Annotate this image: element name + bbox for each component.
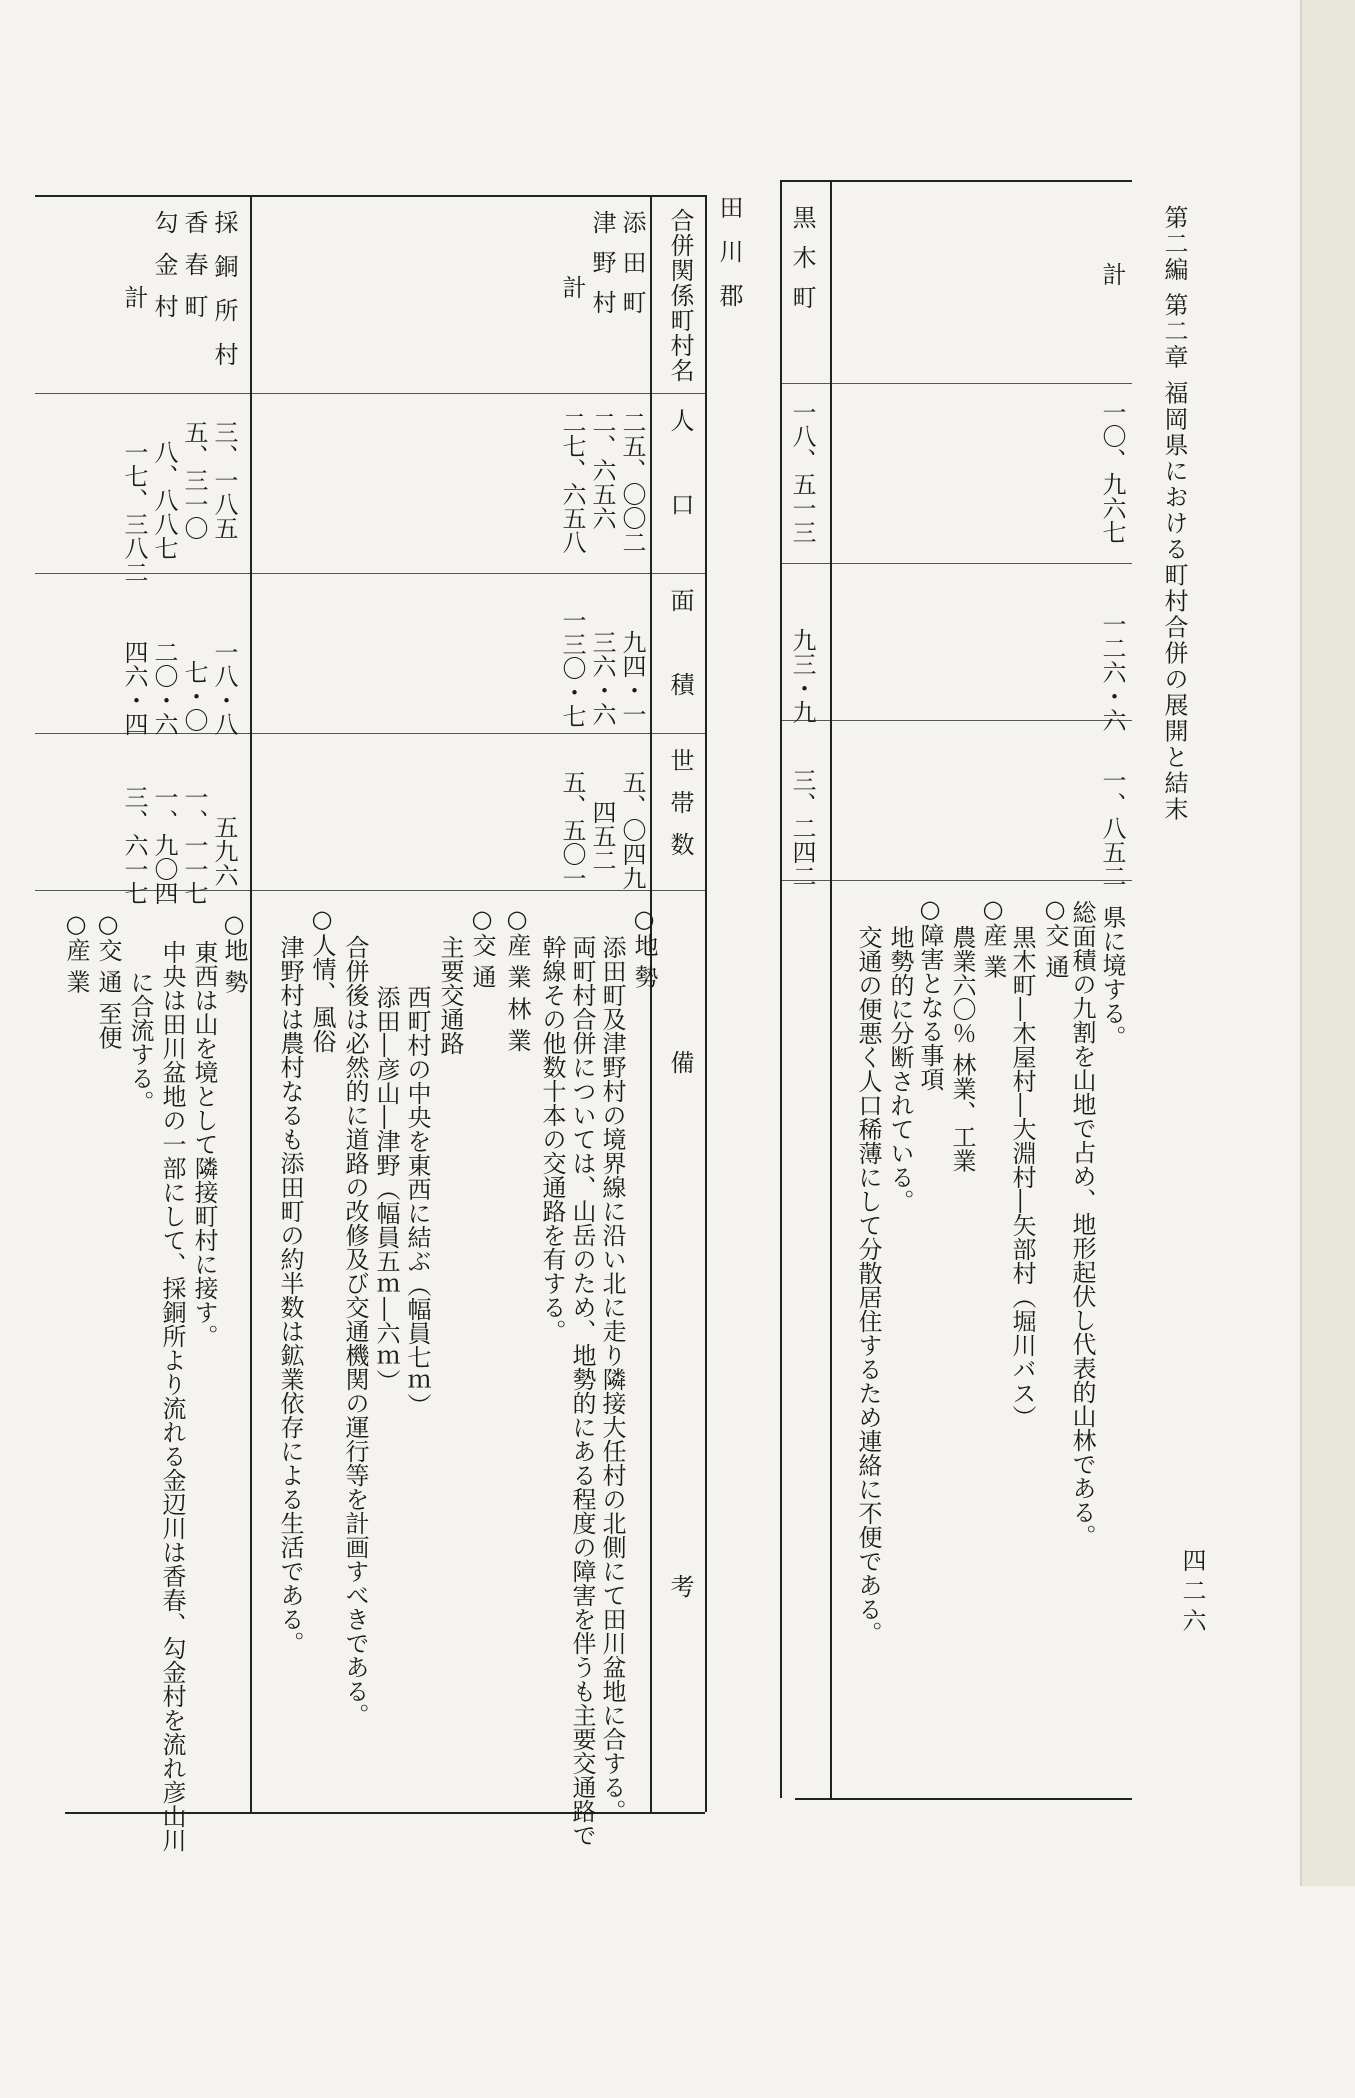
column-divider bbox=[250, 195, 252, 1812]
group1-row-population: 二五、〇〇二 bbox=[618, 410, 646, 554]
group2-total-households: 三、六一七 bbox=[120, 785, 148, 905]
group2-total-population: 一七、三八二 bbox=[120, 440, 148, 584]
group1-row-households: 四五二 bbox=[588, 800, 616, 872]
row-line bbox=[780, 563, 1132, 564]
column-divider bbox=[780, 180, 782, 1798]
group2-row-name: 勾金村 bbox=[150, 210, 178, 336]
remark-line: 黒木町―木屋村―大淵村―矢部村（堀川バス） bbox=[1008, 925, 1036, 1429]
group2-row-name: 採銅所村 bbox=[210, 210, 238, 386]
remark-line: ○地 勢 bbox=[630, 905, 658, 989]
column-divider bbox=[705, 195, 707, 1812]
running-header: 第二編 第二章 福岡県における町村合併の展開と結末 bbox=[1160, 205, 1188, 823]
remark-line: ○人情、風俗 bbox=[308, 905, 336, 1053]
kuroki-population: 一八、五一三 bbox=[788, 400, 816, 544]
remark-line: ○産 業 bbox=[62, 910, 90, 994]
header-households: 世帯数 bbox=[666, 748, 694, 874]
group2-row-area: 二〇・六 bbox=[150, 640, 178, 736]
remark-line: 西町村の中央を東西に結ぶ（幅員七ｍ） bbox=[403, 985, 431, 1417]
row-line bbox=[780, 383, 1132, 384]
remark-line: ○産 業 bbox=[979, 895, 1007, 979]
group2-row-households: 五九六 bbox=[210, 815, 238, 887]
group1-total-population: 二七、六五八 bbox=[558, 410, 586, 554]
group1-row-area: 三六・六 bbox=[588, 630, 616, 726]
remark-line: 東西は山を境として隣接町村に接す。 bbox=[190, 940, 218, 1348]
page-number: 四二六 bbox=[1178, 1548, 1206, 1638]
group1-total-households: 五、五〇一 bbox=[558, 770, 586, 890]
column-divider bbox=[830, 180, 832, 1798]
header-population: 人口 bbox=[666, 408, 694, 576]
remark-line: ○産 業 林 業 bbox=[503, 905, 531, 1052]
row-line bbox=[780, 720, 1132, 721]
group1-row-households: 五、〇四九 bbox=[618, 770, 646, 890]
remark-line: 総面積の九割を山地で占め、地形起伏し代表的山林である。 bbox=[1068, 900, 1096, 1548]
remark-line: に合流する。 bbox=[126, 970, 154, 1114]
group1-row-name: 添田町 bbox=[618, 210, 646, 330]
remark-line: 幹線その他数十本の交通路を有する。 bbox=[538, 935, 566, 1343]
group2-row-population: 八、八八七 bbox=[150, 440, 178, 560]
district-name: 田川郡 bbox=[715, 195, 743, 327]
group2-row-area: 一八・八 bbox=[210, 640, 238, 736]
row-line bbox=[780, 880, 1132, 881]
group1-row-name: 津野村 bbox=[588, 210, 616, 330]
remark-line: ○交 通 至便 bbox=[94, 910, 122, 1050]
column-divider bbox=[650, 195, 652, 1812]
total-population: 一〇、九六七 bbox=[1098, 400, 1126, 544]
header-remarks: 備考 bbox=[666, 1050, 694, 2098]
remark-line: ○交 通 bbox=[1041, 895, 1069, 979]
table-top-border-right bbox=[780, 180, 1132, 182]
group2-row-households: 一、一一七 bbox=[180, 785, 208, 905]
total-label: 計 bbox=[1098, 262, 1126, 286]
total-households: 一、八五二 bbox=[1098, 768, 1126, 888]
group2-total-area: 四六・四 bbox=[120, 640, 148, 736]
remark-line: ○交 通 bbox=[468, 905, 496, 989]
header-names: 合併関係町村名 bbox=[666, 208, 694, 383]
group2-row-population: 三、一八五 bbox=[210, 420, 238, 540]
group1-total-label: 計 bbox=[558, 275, 586, 299]
total-area: 一二六・六 bbox=[1098, 612, 1126, 732]
kuroki-area: 九三・九 bbox=[788, 628, 816, 724]
group1-row-area: 九四・一 bbox=[618, 630, 646, 726]
group1-row-population: 二、六五六 bbox=[588, 410, 616, 530]
remark-line: ○障害となる事項 bbox=[916, 895, 944, 1091]
kuroki-name: 黒木町 bbox=[788, 205, 816, 325]
group2-row-population: 五、三一〇 bbox=[180, 420, 208, 540]
group2-total-label: 計 bbox=[120, 285, 148, 309]
remark-line: 添田町及津野村の境界線に沿い北に走り隣接大任村の北側にて田川盆地に合する。 bbox=[598, 935, 626, 1823]
group2-row-area: 七・〇 bbox=[180, 660, 208, 732]
remark-line: 津野村は農村なるも添田町の約半数は鉱業依存による生活である。 bbox=[276, 935, 304, 1655]
group1-total-area: 一三〇・七 bbox=[558, 608, 586, 728]
remark-line: 県に境する。 bbox=[1098, 905, 1126, 1049]
group2-row-households: 一、九〇四 bbox=[150, 785, 178, 905]
row-line bbox=[35, 393, 705, 394]
table-bottom-border-right bbox=[795, 1798, 1132, 1800]
remark-line: 地勢的に分断されている。 bbox=[886, 925, 914, 1213]
kuroki-households: 三、二四二 bbox=[788, 768, 816, 888]
group2-row-name: 香春町 bbox=[180, 210, 208, 336]
remark-line: 農業六〇％ 林業、工業 bbox=[948, 925, 976, 1173]
remark-line: 主要交通路 bbox=[436, 935, 464, 1055]
page-edge bbox=[1300, 0, 1355, 1886]
remark-line: ○地 勢 bbox=[220, 910, 248, 994]
remark-line: 両町村合併については、山岳のため、地勢的にある程度の障害を伴うも主要交通路で bbox=[568, 935, 596, 1847]
header-area: 面積 bbox=[666, 588, 694, 756]
remark-line: 中央は田川盆地の一部にして、採銅所より流れる金辺川は香春、勾金村を流れ彦山川 bbox=[158, 940, 186, 1852]
remark-line: 合併後は必然的に道路の改修及び交通機関の運行等を計画すべきである。 bbox=[341, 935, 369, 1727]
remark-line: 添田―彦山―津野（幅員五ｍ―六ｍ） bbox=[372, 985, 400, 1393]
remark-line: 交通の便悪く人口稀薄にして分散居住するため連絡に不便である。 bbox=[854, 925, 882, 1645]
table-top-border-left bbox=[35, 195, 705, 197]
